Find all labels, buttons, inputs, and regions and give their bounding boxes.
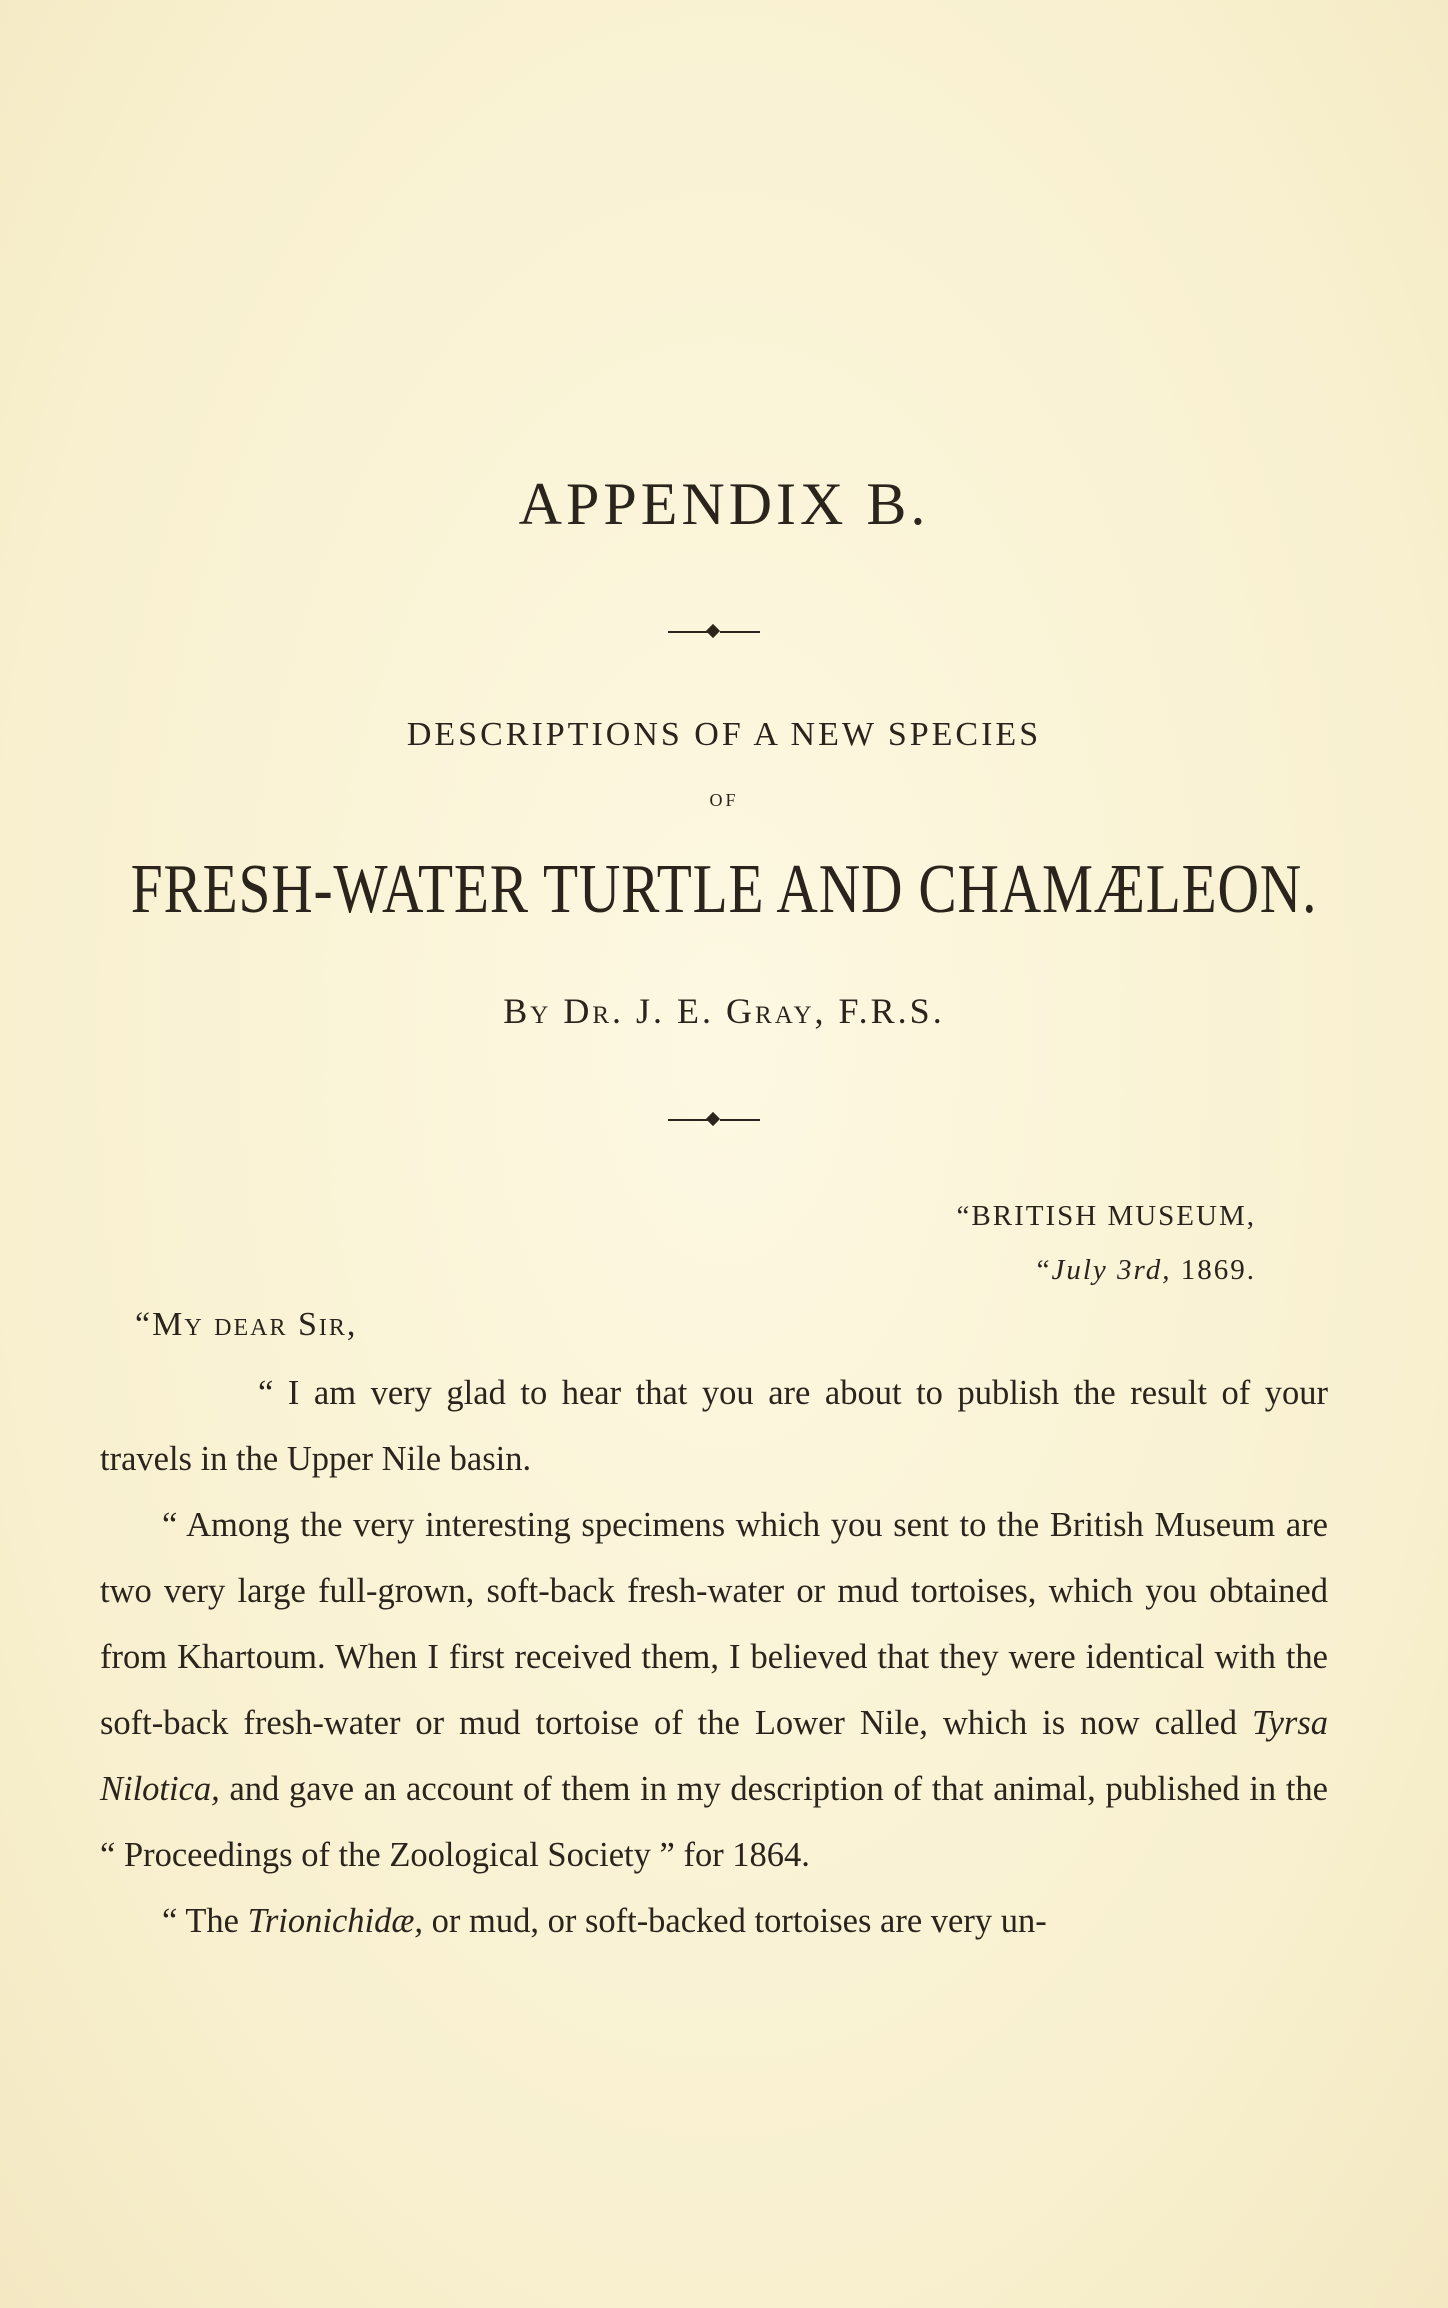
- diamond-icon: [706, 624, 720, 638]
- paragraph-1: “ I am very glad to hear that you are about to publish the result of your travels in the Upper Nile basin.: [100, 1374, 1328, 1478]
- ornament-line: [668, 631, 708, 633]
- letter-date: [1037, 1254, 1256, 1287]
- ornament-line: [720, 1119, 760, 1121]
- paragraph-2-text: “ Among the very interesting specimens which you sent to the British Museum are two very large full-grown, soft-back fresh-water or mud tortoises, which you obtained from Khartoum. When I first received them, I believed that they were identical with the soft-back fresh-water or mud tortoise of the Lower Nile, which is now called: [100, 1506, 1328, 1742]
- paragraph-3: [100, 1888, 1328, 1954]
- family-name: Trionichidæ,: [247, 1902, 423, 1940]
- paragraph-2: [100, 1492, 1328, 1888]
- ornament-divider: [664, 1110, 764, 1130]
- letter-place: “BRITISH MUSEUM,: [956, 1200, 1256, 1232]
- paragraph-2-rest: and gave an account of them in my description of that animal, published in the “ Proceedings of the Zoological Society ” for 1864.: [100, 1770, 1328, 1874]
- paragraph-3-rest: or mud, or soft-backed tortoises are very un-: [423, 1902, 1047, 1940]
- author-byline: By Dr. J. E. Gray, F.R.S.: [503, 991, 945, 1031]
- letter-body: [100, 1360, 1328, 1954]
- appendix-title: APPENDIX B.: [518, 471, 930, 537]
- main-title: FRESH-WATER TURTLE AND CHAMÆLEON.: [130, 851, 1318, 928]
- of-line: OF: [709, 790, 739, 810]
- subtitle: DESCRIPTIONS OF A NEW SPECIES: [406, 716, 1042, 753]
- ornament-line: [668, 1119, 708, 1121]
- paragraph-3-start: “ The: [162, 1902, 248, 1940]
- ornament-line: [720, 631, 760, 633]
- date-year: 1869.: [1171, 1254, 1256, 1286]
- species-name: Tyrsa Nilotica,: [100, 1704, 1328, 1808]
- ornament-divider: [664, 622, 764, 642]
- salutation: “My dear Sir,: [135, 1306, 358, 1343]
- date-day: July 3rd,: [1051, 1254, 1172, 1286]
- diamond-icon: [706, 1112, 720, 1126]
- date-open-quote: “: [1036, 1254, 1052, 1286]
